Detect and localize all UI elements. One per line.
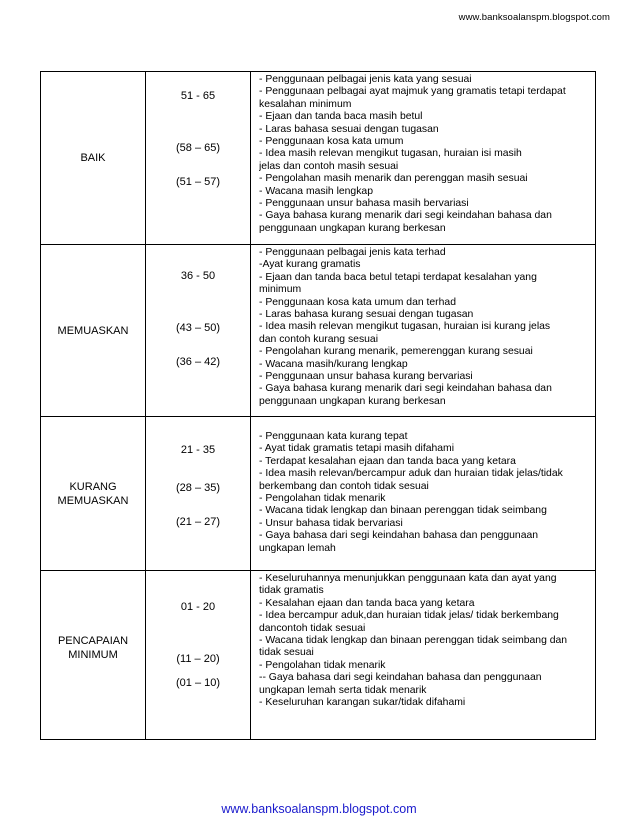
descriptor-line: - Penggunaan unsur bahasa masih bervariasi [259,198,469,210]
score-subrange: (11 – 20) [176,653,220,665]
descriptor-line: - Ejaan dan tanda baca betul tetapi terdapat kesalahan yang [259,271,537,283]
level-label: MEMUASKAN [57,324,129,337]
score-subrange: (01 – 10) [175,677,221,689]
score-cell [146,245,251,417]
descriptor-line: - Idea bercampur aduk,dan huraian tidak jelas/ tidak berkembang [259,610,559,622]
level-cell [41,571,146,740]
descriptor-line: - Penggunaan pelbagai jenis kata yang sesuai [259,74,472,85]
score-range: 21 - 35 [180,444,216,456]
descriptor-line: penggunaan ungkapan kurang berkesan [259,222,446,234]
descriptor-line: - Idea masih relevan mengikut tugasan, huraian isi masih [259,148,522,160]
score-subrange: (28 – 35) [175,482,221,494]
descriptor-line: - Penggunaan kosa kata umum dan terhad [259,296,456,308]
descriptor-line: tidak gramatis [259,585,324,597]
level-label-line: MINIMUM [68,649,118,661]
score-subrange: (58 – 65) [175,142,221,154]
descriptor-line: tidak sesuai [259,647,314,659]
descriptor-line: - Keseluruhan karangan sukar/tidak difahami [259,697,466,709]
score-subrange: (51 – 57) [175,176,221,188]
score-cell [146,417,251,571]
descriptor-cell [251,72,596,245]
descriptor-line: ungkapan lemah [259,542,336,554]
descriptor-cell [251,245,596,417]
descriptor-line: - Ayat tidak gramatis tetapi masih difahami [259,443,455,455]
level-label [58,634,128,662]
descriptor-line: dan contoh kurang sesuai [259,333,379,345]
descriptor-line: - Gaya bahasa dari segi keindahan bahasa dan penggunaan [259,530,539,542]
level-cell [41,417,146,571]
level-cell [41,245,146,417]
score-range: 01 - 20 [180,601,216,613]
descriptor-line: - Laras bahasa sesuai dengan tugasan [259,123,439,135]
descriptor-line: - Pengolahan kurang menarik, pemerenggan kurang sesuai [259,346,533,358]
rubric-table [40,71,596,740]
descriptor-line: - Kesalahan ejaan dan tanda baca yang ketara [259,597,475,609]
score-cell [146,72,251,245]
descriptor-line: - Penggunaan kata kurang tepat [259,431,408,442]
descriptor-line: penggunaan ungkapan kurang berkesan [259,395,446,407]
descriptor-line: - Penggunaan pelbagai ayat majmuk yang gramatis tetapi terdapat [259,86,566,98]
descriptor-line: - Penggunaan kosa kata umum [259,136,404,148]
descriptor-cell [251,571,596,740]
level-cell [41,72,146,245]
descriptor-line: - Keseluruhannya menunjukkan penggunaan kata dan ayat yang [259,573,557,584]
descriptor-line: dancontoh tidak sesuai [259,622,366,634]
descriptor-line: - Pengolahan tidak menarik [259,659,386,671]
descriptor-line: - Idea masih relevan mengikut tugasan, huraian isi kurang jelas [259,321,551,333]
descriptor-line: -- Gaya bahasa dari segi keindahan bahasa dan penggunaan [259,672,542,684]
descriptor-line: - Penggunaan unsur bahasa kurang bervariasi [259,371,473,383]
descriptor-line: - Wacana tidak lengkap dan binaan perenggan tidak seimbang dan [259,635,568,647]
level-label: BAIK [80,152,106,164]
score-range: 51 - 65 [180,90,216,102]
level-label [58,480,129,508]
footer-url: www.banksoalanspm.blogspot.com [221,802,417,816]
descriptor-line: kesalahan minimum [259,98,352,110]
descriptor-line: - Terdapat kesalahan ejaan dan tanda baca yang ketara [259,455,516,467]
descriptor-line: - Wacana masih/kurang lengkap [259,358,408,370]
descriptor-line: minimum [259,284,302,296]
level-label-line: PENCAPAIAN [57,635,129,647]
descriptor-line: - Pengolahan masih menarik dan perenggan masih sesuai [259,173,528,185]
descriptor-line: - Unsur bahasa tidak bervariasi [259,517,403,529]
table-row [41,245,596,417]
descriptor-line: - Pengolahan tidak menarik [259,493,386,505]
descriptor-line: ungkapan lemah serta tidak menarik [259,684,427,696]
descriptor-line: - Laras bahasa kurang sesuai dengan tugasan [259,309,474,321]
score-subrange: (43 – 50) [175,322,221,334]
table-row [41,72,596,245]
score-subrange: (21 – 27) [175,516,221,528]
descriptor-line: -Ayat kurang gramatis [259,259,361,271]
table-row [41,417,596,571]
descriptor-line: - Wacana masih lengkap [259,185,373,197]
descriptor-line: - Penggunaan pelbagai jenis kata terhad [259,247,446,258]
descriptor-line: - Wacana tidak lengkap dan binaan perenggan tidak seimbang [259,505,547,517]
score-cell [146,571,251,740]
score-range: 36 - 50 [180,270,216,282]
descriptor-line: - Gaya bahasa kurang menarik dari segi keindahan bahasa dan [259,210,552,222]
descriptor-line: - Idea masih relevan/bercampur aduk dan huraian tidak jelas/tidak [259,468,563,480]
descriptor-cell [251,417,596,571]
descriptor-line: berkembang dan contoh tidak sesuai [259,480,429,492]
descriptor-line: - Ejaan dan tanda baca masih betul [259,111,423,123]
descriptor-line: - Gaya bahasa kurang menarik dari segi keindahan bahasa dan [259,383,552,395]
header-url: www.banksoalanspm.blogspot.com [458,12,610,23]
table-row [41,571,596,740]
score-subrange: (36 – 42) [175,356,221,368]
level-label-line: KURANG [69,480,117,493]
descriptor-line: jelas dan contoh masih sesuai [259,160,399,172]
level-label-line: MEMUASKAN [57,494,129,507]
